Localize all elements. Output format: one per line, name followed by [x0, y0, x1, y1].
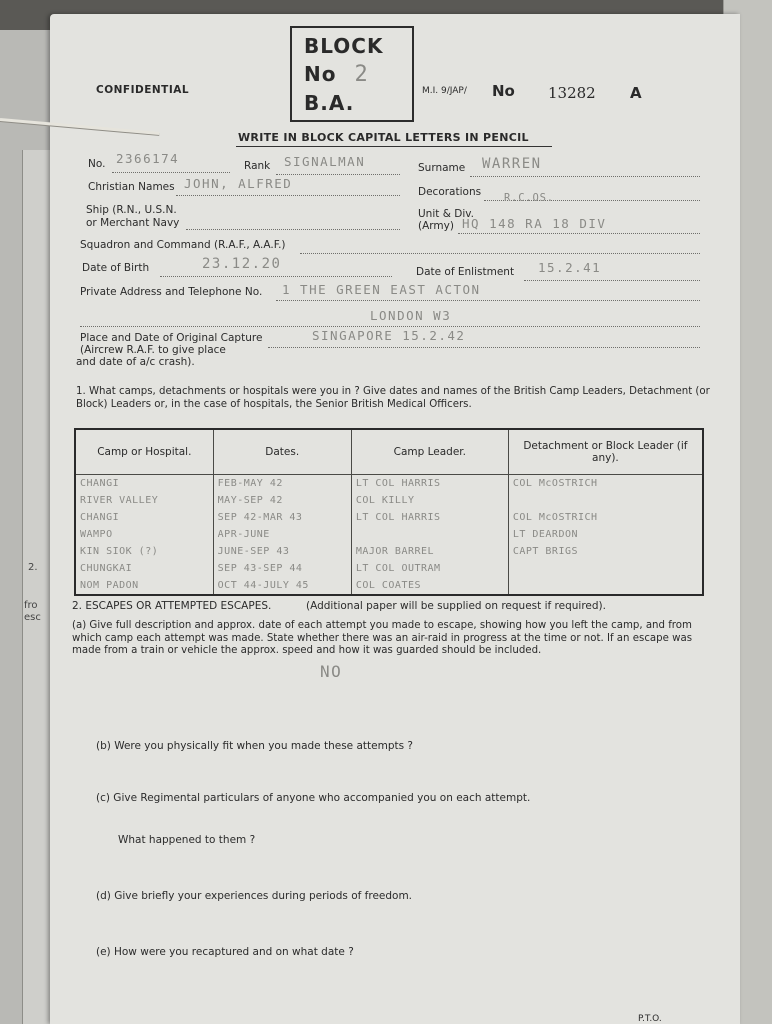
squadron-line	[300, 253, 700, 254]
confidential-label: CONFIDENTIAL	[96, 84, 190, 96]
block-stamp	[290, 26, 414, 122]
surname-line	[470, 176, 700, 177]
enlistment-value: 15.2.41	[538, 260, 602, 275]
no-label: No.	[88, 158, 106, 170]
squadron-label: Squadron and Command (R.A.F., A.A.F.)	[80, 239, 286, 251]
section1-question: 1. What camps, detachments or hospitals were you in ? Give dates and names of the British Camp Leaders, Detachment (or Block) Leaders or, in the case of hospitals, the Senior British Medical Officers.	[76, 386, 710, 410]
block-stamp-line1: BLOCK	[304, 34, 384, 58]
serial-suffix: A	[630, 84, 642, 102]
address-value-2: LONDON W3	[370, 308, 452, 323]
section2-question-d: (d) Give briefly your experiences during periods of freedom.	[96, 890, 413, 902]
camp-cell: NOM PADON	[75, 577, 213, 595]
capture-line	[268, 347, 700, 348]
address-line-2	[80, 326, 700, 327]
address-value-1: 1 THE GREEN EAST ACTON	[282, 282, 481, 297]
table-row	[75, 475, 703, 493]
section2-question-c2: What happened to them ?	[118, 834, 256, 846]
dob-label: Date of Birth	[82, 262, 150, 274]
block-leader-cell: LT DEARDON	[508, 526, 703, 543]
camp-cell: CHANGI	[75, 509, 213, 526]
capture-label-3: and date of a/c crash).	[76, 356, 195, 368]
leader-cell: MAJOR BARREL	[351, 543, 508, 560]
instruction-underline	[236, 146, 552, 147]
christian-names-value: JOHN, ALFRED	[184, 176, 293, 191]
dates-cell: SEP 42-MAR 43	[213, 509, 351, 526]
ship-label-2: or Merchant Navy	[86, 217, 180, 229]
section2-heading: 2. ESCAPES OR ATTEMPTED ESCAPES.	[72, 600, 272, 612]
decorations-label: Decorations	[418, 186, 482, 198]
table-row	[75, 543, 703, 560]
unit-value-1: R.C.OS.	[504, 192, 554, 204]
block-leader-cell: CAPT BRIGS	[508, 543, 703, 560]
rank-value: SIGNALMAN	[284, 154, 366, 169]
surname-label: Surname	[418, 162, 466, 174]
block-leader-cell	[508, 492, 703, 509]
leader-cell	[351, 526, 508, 543]
address-label: Private Address and Telephone No.	[80, 286, 263, 298]
unit-value-2: HQ 148 RA 18 DIV	[462, 216, 607, 231]
leader-cell: COL COATES	[351, 577, 508, 595]
serial-number: 13282	[548, 84, 596, 102]
table-row	[75, 560, 703, 577]
camp-cell: CHANGI	[75, 475, 213, 493]
section2-question-b: (b) Were you physically fit when you made these attempts ?	[96, 740, 413, 752]
capture-label-2: (Aircrew R.A.F. to give place	[80, 344, 226, 356]
dob-value: 23.12.20	[202, 256, 282, 272]
block-leader-cell: COL McOSTRICH	[508, 509, 703, 526]
pow-questionnaire-form	[50, 14, 740, 1024]
block-leader-cell: COL McOSTRICH	[508, 475, 703, 493]
table-row	[75, 492, 703, 509]
ship-label: Ship (R.N., U.S.N.	[86, 204, 177, 216]
table-row	[75, 577, 703, 595]
address-line-1	[276, 300, 700, 301]
enlistment-line	[524, 280, 700, 281]
dates-cell: JUNE-SEP 43	[213, 543, 351, 560]
no-value: 2366174	[116, 151, 180, 166]
block-stamp-line3: B.A.	[304, 91, 355, 115]
camp-cell: CHUNGKAI	[75, 560, 213, 577]
table-row	[75, 526, 703, 543]
camps-table-header	[75, 429, 703, 475]
number-label: No	[492, 82, 515, 100]
underlying-text: fro	[24, 600, 38, 611]
christian-names-label: Christian Names	[88, 181, 175, 193]
unit-label: Unit & Div.	[418, 208, 474, 220]
capture-label: Place and Date of Original Capture	[80, 332, 263, 344]
camps-table	[74, 428, 704, 596]
block-leader-cell	[508, 560, 703, 577]
camp-cell: WAMPO	[75, 526, 213, 543]
camp-cell: KIN SIOK (?)	[75, 543, 213, 560]
block-leader-cell	[508, 577, 703, 595]
section2-question-a: (a) Give full description and approx. date of each attempt you made to escape, showing how you left the camp, and from which camp each attempt was made. State whether there was an air-raid in progress at the time or not. If an escape was made from a train or vehicle the approx. speed and how it was guarded should be included.	[72, 620, 693, 656]
unit-label-2: (Army)	[418, 220, 454, 232]
section2-question-c: (c) Give Regimental particulars of anyone who accompanied you on each attempt.	[96, 792, 531, 804]
block-number-handwritten: 2	[354, 62, 369, 87]
dates-cell: APR-JUNE	[213, 526, 351, 543]
col-camp-leader: Camp Leader.	[351, 429, 508, 475]
surname-value: WARREN	[482, 156, 542, 172]
dates-cell: SEP 43-SEP 44	[213, 560, 351, 577]
leader-cell: LT COL HARRIS	[351, 509, 508, 526]
underlying-text: esc	[24, 612, 41, 623]
leader-cell: COL KILLY	[351, 492, 508, 509]
unit-line	[458, 233, 700, 234]
dates-cell: FEB-MAY 42	[213, 475, 351, 493]
ref-code: M.I. 9/JAP/	[422, 86, 467, 96]
rank-line	[276, 174, 400, 175]
rank-label: Rank	[244, 160, 271, 172]
dates-cell: MAY-SEP 42	[213, 492, 351, 509]
dates-cell: OCT 44-JULY 45	[213, 577, 351, 595]
pto-label: P.T.O.	[638, 1014, 662, 1024]
instruction-heading: WRITE IN BLOCK CAPITAL LETTERS IN PENCIL	[238, 131, 529, 144]
enlistment-label: Date of Enlistment	[416, 266, 515, 278]
leader-cell: LT COL OUTRAM	[351, 560, 508, 577]
section2-note: (Additional paper will be supplied on request if required).	[306, 600, 606, 612]
col-dates: Dates.	[213, 429, 351, 475]
col-block-leader: Detachment or Block Leader (if any).	[508, 429, 703, 475]
ship-line	[186, 229, 400, 230]
section2-question-e: (e) How were you recaptured and on what date ?	[96, 946, 354, 958]
answer-a: NO	[320, 662, 343, 681]
christian-names-line	[176, 195, 400, 196]
camp-cell: RIVER VALLEY	[75, 492, 213, 509]
leader-cell: LT COL HARRIS	[351, 475, 508, 493]
col-camp: Camp or Hospital.	[75, 429, 213, 475]
no-line	[112, 172, 230, 173]
underlying-text: 2.	[28, 562, 38, 573]
block-stamp-line2: No 2	[304, 62, 369, 87]
capture-value: SINGAPORE 15.2.42	[312, 328, 466, 343]
dob-line	[160, 276, 392, 277]
table-row	[75, 509, 703, 526]
